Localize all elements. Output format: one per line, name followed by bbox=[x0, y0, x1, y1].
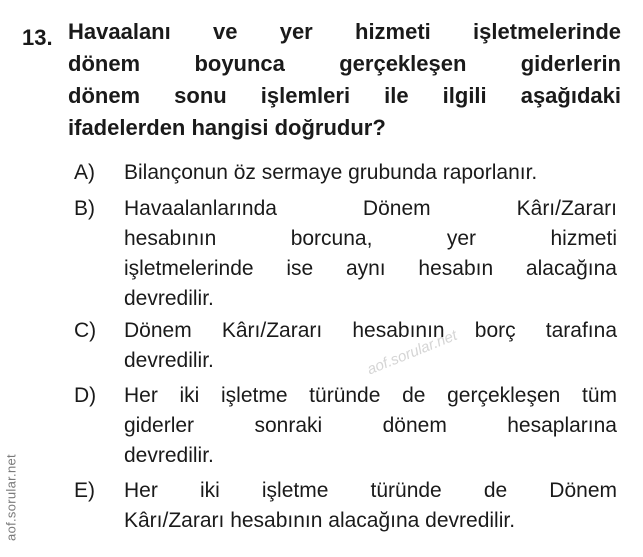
option-line: Her iki işletme türünde de Dönem bbox=[124, 479, 617, 502]
option-line: Bilançonun öz sermaye grubunda raporlanır. bbox=[124, 161, 538, 184]
diagonal-watermark: aof.sorular.net bbox=[364, 326, 460, 379]
question-number: 13. bbox=[22, 25, 53, 50]
option-c-letter: C) bbox=[74, 319, 97, 342]
option-e-text bbox=[124, 476, 617, 536]
option-line: giderler sonraki dönem hesaplarına bbox=[124, 414, 617, 437]
option-line: Her iki işletme türünde de gerçekleşen tüm bbox=[124, 384, 617, 407]
option-line: hesabının borcuna, yer hizmeti bbox=[124, 227, 617, 250]
option-a-letter: A) bbox=[74, 161, 95, 184]
option-line: devredilir. bbox=[124, 287, 214, 310]
option-b-text bbox=[124, 194, 617, 314]
option-d-letter: D) bbox=[74, 384, 97, 407]
question-line: ifadelerden hangisi doğrudur? bbox=[68, 115, 386, 140]
option-line: Havaalanlarında Dönem Kârı/Zararı bbox=[124, 197, 617, 220]
option-a-text bbox=[124, 158, 617, 188]
side-watermark: aof.sorular.net bbox=[3, 454, 19, 541]
question-line: Havaalanı ve yer hizmeti işletmelerinde bbox=[68, 19, 621, 44]
option-d-text bbox=[124, 381, 617, 471]
option-line: Dönem Kârı/Zararı hesabının borç tarafına bbox=[124, 319, 617, 342]
question-line: dönem sonu işlemleri ile ilgili aşağıdaki bbox=[68, 83, 621, 108]
option-e-letter: E) bbox=[74, 479, 95, 502]
option-line: Kârı/Zararı hesabının alacağına devredilir. bbox=[124, 509, 516, 532]
option-line: devredilir. bbox=[124, 349, 214, 372]
option-b-letter: B) bbox=[74, 197, 95, 220]
option-line: devredilir. bbox=[124, 444, 214, 467]
question-text bbox=[68, 16, 621, 144]
question-line: dönem boyunca gerçekleşen giderlerin bbox=[68, 51, 621, 76]
option-line: işletmelerinde ise aynı hesabın alacağına bbox=[124, 257, 617, 280]
